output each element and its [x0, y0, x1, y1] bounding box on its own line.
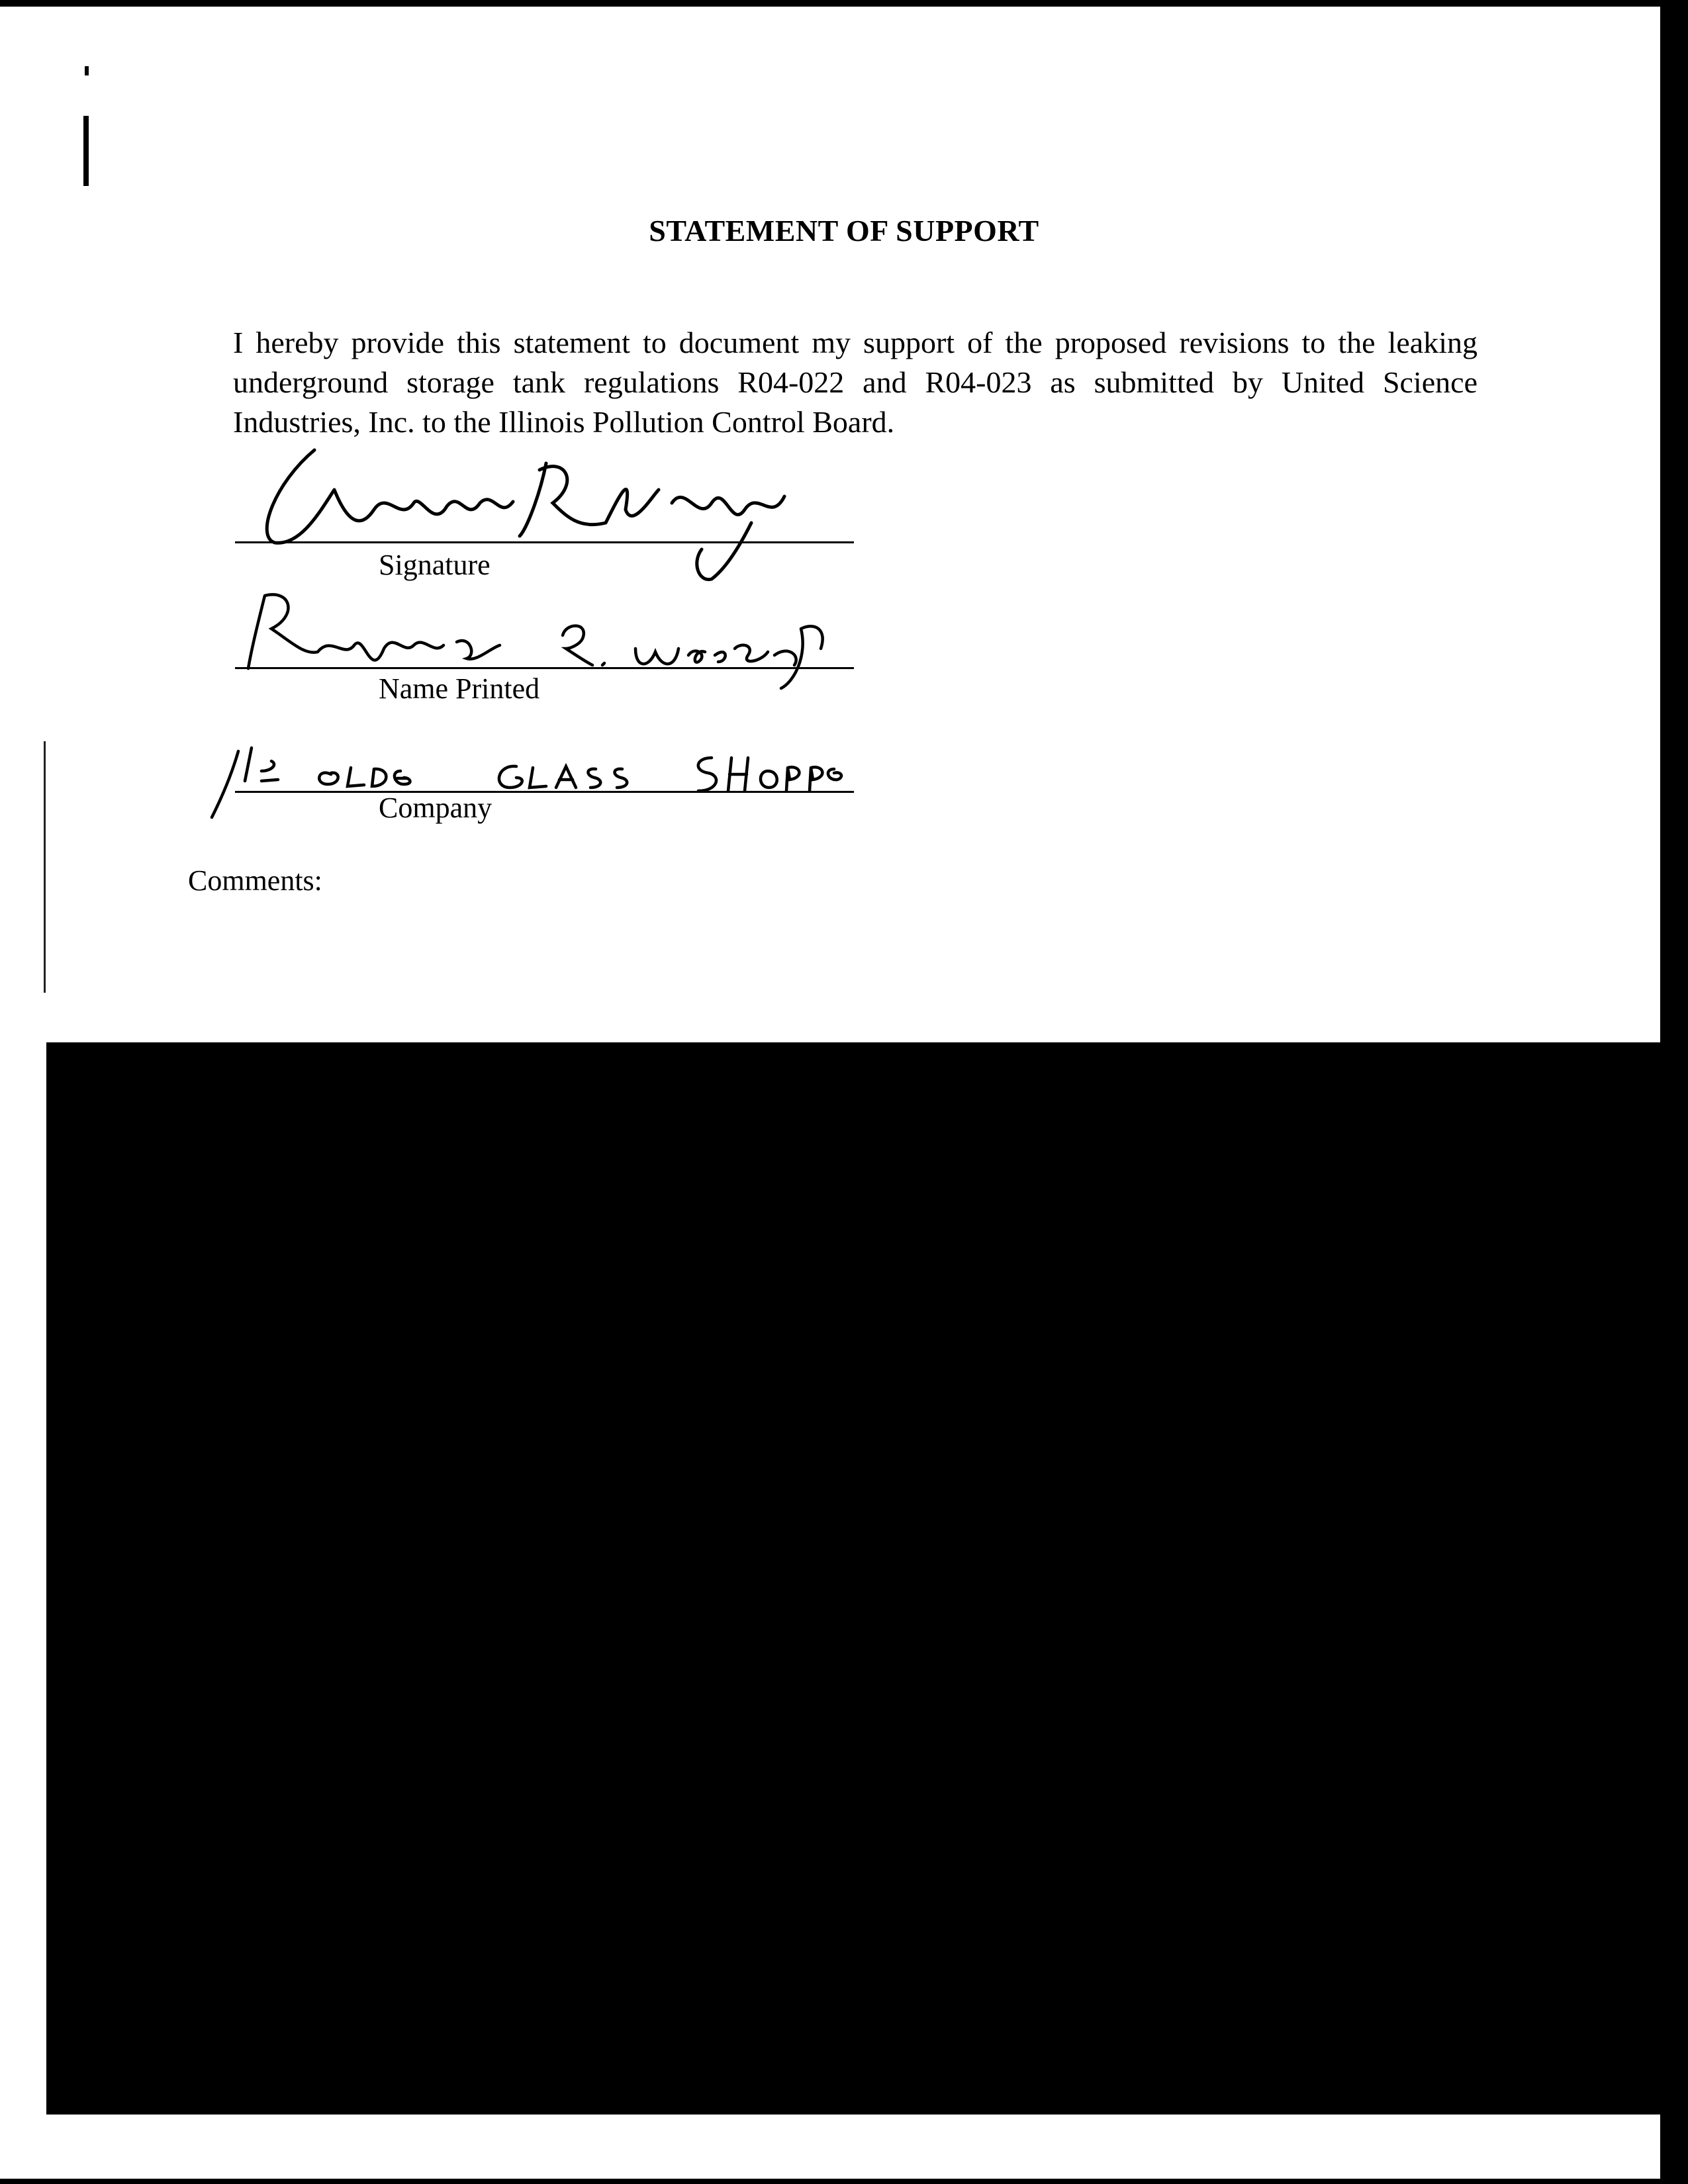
name-line [235, 667, 854, 669]
name-printed-label: Name Printed [379, 672, 540, 705]
page-bottom-margin [0, 2115, 1660, 2184]
document-title: STATEMENT OF SUPPORT [649, 214, 1039, 248]
handwritten-company [199, 735, 940, 821]
company-label: Company [379, 792, 492, 824]
scan-right-edge [1660, 0, 1688, 2184]
comments-label: Comments: [188, 864, 322, 897]
scan-mark [83, 116, 89, 186]
tear-dashed-line [149, 1044, 1652, 1048]
scan-mark [44, 741, 46, 993]
signature-line [235, 541, 854, 543]
handwritten-signature [235, 430, 831, 589]
company-line [235, 791, 854, 793]
statement-paragraph: I hereby provide this statement to document my support of the proposed revisions to the leaking underground storage tank regulations R04-022 and R04-023 as submitted by United Science Industries, Inc. to the Illinois Pollution Control Board. [233, 326, 1477, 439]
handwritten-name [238, 582, 874, 695]
scan-top-edge [0, 0, 1688, 7]
scan-mark [85, 66, 89, 75]
scan-bottom-edge [0, 2179, 1688, 2184]
redacted-area [46, 1042, 1662, 2115]
signature-label: Signature [379, 549, 491, 581]
